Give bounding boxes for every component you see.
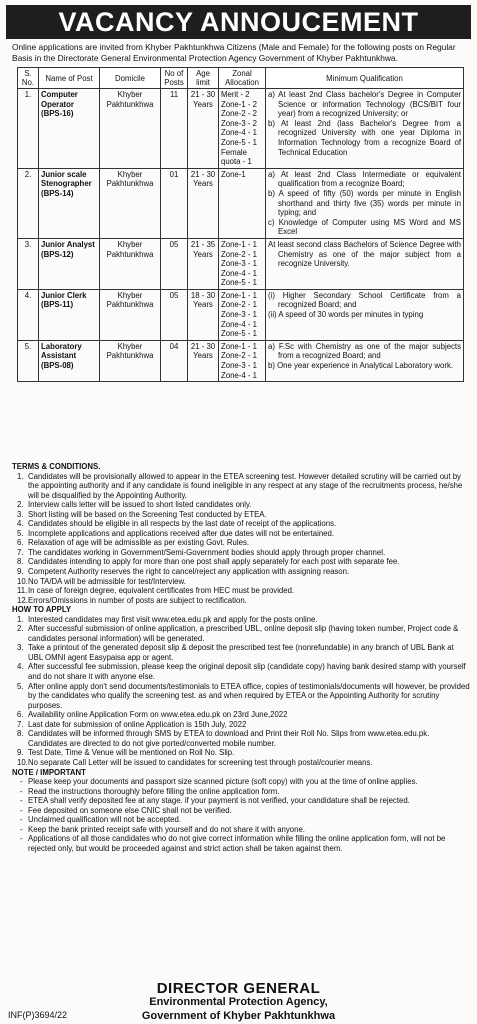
cell-post-name [39,289,100,340]
item-text: Short listing will be based on the Screening Test conducted by ETEA. [28,509,267,519]
col-header-sno: S. No. [18,68,39,89]
zone-entry: Zone-4 - 1 [221,268,257,278]
signatory-agency: Environmental Protection Agency, [149,996,328,1008]
item-text: Please keep your documents and passport size scanned picture (soft copy) with you at the time of online applies. [28,777,418,787]
qualification-entry: a) At least 2nd Class bachelor's Degree in Computer Science or information Technology (BCS/BIT four year) from a recognized University; or [268,90,461,119]
cell-zonal-allocation [219,89,266,169]
item-text: Test Date, Time & Venue will be mentioned on Roll No. Slip. [28,748,235,758]
post-name: Junior scale Stenographer [41,169,92,189]
cell-domicile: Khyber Pakhtunkhwa [100,89,161,169]
how-to-apply-item: 10.No separate Call Letter will be issued to candidates for screening test through postal/courier means. [17,757,373,767]
terms-item: 11.In case of foreign degree, equivalent certificates from HEC must be provided. [17,586,295,596]
post-bps: (BPS-11) [41,300,74,310]
qualification-entry: At least second class Bachelors of Science Degree with Chemistry as one of the major subject from a recognize University. [268,239,461,269]
note-item: - Read the instructions thoroughly before filling the online application form. [20,786,280,796]
zone-entry: Female quota - 1 [221,147,252,167]
vacancy-table [17,67,464,382]
post-bps: (BPS-14) [41,188,74,198]
col-header-domicile: Domicile [100,68,161,89]
col-header-post: Name of Post [39,68,100,89]
note-heading: NOTE / IMPORTANT [12,767,86,777]
item-text: Candidates will be informed through SMS by ETEA to download and Print their Roll No. Slips from www.etea.edu.pk. Candidates are directed to do not give ported/converted mobile number. [28,729,430,748]
cell-age-limit: 21 - 30 Years [188,340,219,381]
terms-item: 4. Candidates should be eligible in all respects by the last date of receipt of the applications. [17,519,337,529]
cell-qualification [266,89,464,169]
qualification-entry: (ii) A speed of 30 words per minutes in typing [268,310,424,320]
how-to-apply-item: 5. After online apply don't send documents/testimonials to ETEA office, copies of testimonials/documents will however, be provided by the candidates who qualify the screening test. as and when required by ETEA or the Appointing Authority for scrutiny purposes. [17,681,470,710]
cell-zonal-allocation [219,238,266,289]
note-item: - Please keep your documents and passport size scanned picture (soft copy) with you at the time of online applies. [20,777,418,787]
col-header-zonal: Zonal Allocation [219,68,266,89]
item-text: After successful fee submission, please keep the original deposit slip (candidate copy) having bank desired stamp with yourself and do not share it with anyone else. [28,662,466,682]
item-text: Candidates intending to apply for more than one post shall apply separately for each post with separate fee. [28,557,400,567]
post-name: Laboratory Assistant [41,341,82,361]
note-item: - Fee deposited on someone else CNIC shall not be verified. [20,805,232,815]
zone-entry: Zone-4 - 1 [221,319,257,329]
qualification-entry: b) At least 2nd (lass Bachelor's Degree from a recognized University with one year Diploma in Information Technology from a recognize Board of Technical Education [268,118,461,157]
item-text: After successful submission of online application, a prescribed UBL, online deposit slip (having token number, Project code & candidates personal information) will be generated. [28,624,459,643]
cell-post-name [39,238,100,289]
item-text: Read the instructions thoroughly before filling the online application form. [28,786,280,796]
item-text: Keep the bank printed receipt safe with yourself and do not share it with anyone. [28,824,305,834]
cell-qualification [266,238,464,289]
qualification-entry: b) A speed of fifty (50) words per minute in English shorthand and thirty five (35) words per minute in typing; and [268,188,461,218]
terms-and-instructions [12,462,470,853]
signatory-title: DIRECTOR GENERAL [156,980,321,997]
zone-entry: Zone-3 - 1 [221,259,257,269]
zone-entry: Zone-2 - 2 [221,109,257,119]
qualification-entry: b) One year experience in Analytical Laboratory work. [268,361,454,371]
how-to-apply-item: 3. Take a printout of the generated deposit slip & deposit the prescribed test fee (nonrefundable) in any branch of UBL Bank at UBL OMNI agent Easypaisa app or agent. [17,643,454,662]
post-bps: (BPS-08) [41,361,74,371]
post-name: Computer Operator [41,90,78,109]
note-item: - ETEA shall verify deposited fee at any stage. if your payment is not verified, your candidature shall be rejected. [20,796,410,806]
terms-item: 9. Competent Authority reserves the right to cancel/reject any application with assigning reason. [17,567,350,577]
cell-sno: 1. [18,89,39,169]
item-text: Errors/Omissions in number of posts are subject to rectification. [28,595,247,605]
how-to-apply-heading: HOW TO APPLY [12,605,72,615]
note-item: - Applications of all those candidates who do not give correct information while filling the online application form, will not be rejected only, but would be proceeded against and strict action shall be taken against them. [20,834,446,853]
table-row [18,168,464,238]
zone-entry: Merit - 2 [221,90,250,99]
item-text: Unclaimed qualification will not be accepted. [28,815,181,825]
cell-no-of-posts: 04 [161,340,188,381]
qualification-entry: (i) Higher Secondary School Certificate from a recognized Board; and [268,290,461,310]
cell-no-of-posts: 01 [161,168,188,238]
item-text: ETEA shall verify deposited fee at any stage. if your payment is not verified, your candidature shall be rejected. [28,796,410,806]
item-text: In case of foreign degree, equivalent certificates from HEC must be provided. [28,586,295,596]
item-text: Applications of all those candidates who do not give correct information while filling the online application form, will not be rejected only, but would be proceeded against and strict action shall be taken against them. [28,834,446,853]
terms-item: 10.No TA/DA will be admissible for test/Interview. [17,576,186,586]
zone-entry: Zone-1 - 1 [221,290,257,300]
cell-age-limit: 21 - 30 Years [188,168,219,238]
zone-entry: Zone-1 - 1 [221,341,257,351]
cell-post-name [39,340,100,381]
cell-sno: 5. [18,340,39,381]
cell-no-of-posts: 11 [161,89,188,169]
zone-entry: Zone-4 - 1 [221,370,257,380]
zone-entry: Zone-5 - 1 [221,278,257,288]
item-text: Candidates should be eligible in all respects by the last date of receipt of the applications. [28,519,337,529]
cell-no-of-posts: 05 [161,238,188,289]
item-text: No TA/DA will be admissible for test/Interview. [28,576,186,586]
cell-qualification [266,289,464,340]
zone-entry: Zone-3 - 1 [221,361,257,371]
how-to-apply-item: 6. Availability online Application Form on www.etea.edu.pk on 23rd June,2022 [17,710,288,720]
how-to-apply-item: 9. Test Date, Time & Venue will be mentioned on Roll No. Slip. [17,748,235,758]
terms-item: 7. The candidates working in Government/Semi-Government bodies should apply through proper channel. [17,547,386,557]
zone-entry: Zone-3 - 2 [221,118,257,128]
post-name: Junior Analyst [41,239,95,249]
page-title: VACANCY ANNOUCEMENT [6,5,471,39]
zone-entry: Zone-1 - 2 [221,99,257,109]
item-text: Relaxation of age will be admissible as per existing Govt. Rules. [28,538,250,548]
item-text: No separate Call Letter will be issued to candidates for screening test through postal/courier means. [28,757,373,767]
cell-zonal-allocation [219,340,266,381]
how-to-apply-item: 2. After successful submission of online application, a prescribed UBL, online deposit slip (having token number, Project code & candidates personal information) will be generated. [17,624,459,643]
cell-domicile: Khyber Pakhtunkhwa [100,289,161,340]
zone-entry: Zone-1 [221,169,246,179]
post-name: Junior Clerk [41,290,87,300]
how-to-apply-item: 4. After successful fee submission, please keep the original deposit slip (candidate copy) having bank desired stamp with yourself and do not share it with anyone else. [17,662,466,682]
cell-domicile: Khyber Pakhtunkhwa [100,340,161,381]
col-header-qualification: Minimum Qualification [266,68,464,89]
zone-entry: Zone-3 - 1 [221,310,257,320]
item-text: Last date for submission of online Application is 15th July, 2022 [28,719,247,729]
terms-item: 5. Incomplete applications and applications received after due dates will not be entertained. [17,528,335,538]
terms-list [12,472,470,606]
item-text: Competent Authority reserves the right to cancel/reject any application with assigning reason. [28,567,350,577]
col-header-age: Age limit [188,68,219,89]
reference-number: INF(P)3694/22 [8,1010,68,1020]
qualification-entry: c) Knowledge of Computer using MS Word and MS Excel [268,217,461,237]
zone-entry: Zone-2 - 1 [221,351,257,361]
note-item: - Keep the bank printed receipt safe with yourself and do not share it with anyone. [20,824,305,834]
cell-age-limit: 21 - 35 Years [188,238,219,289]
terms-item: 6. Relaxation of age will be admissible as per existing Govt. Rules. [17,538,250,548]
terms-item: 3. Short listing will be based on the Screening Test conducted by ETEA. [17,509,267,519]
qualification-entry: a) At least 2nd Class Intermediate or equivalent qualification from a recognize Board; [268,169,461,189]
how-to-apply-item: 8. Candidates will be informed through SMS by ETEA to download and Print their Roll No. Slips from www.etea.edu.pk. Candidates are directed to do not give ported/converted mobile number. [17,729,430,748]
signatory-government: Government of Khyber Pakhtunkhwa [141,1010,336,1022]
item-text: Interested candidates may first visit www.etea.edu.pk and apply for the posts online. [28,614,318,624]
table-row [18,238,464,289]
cell-post-name [39,89,100,169]
post-bps: (BPS-16) [41,109,74,119]
cell-sno: 3. [18,238,39,289]
cell-sno: 2. [18,168,39,238]
how-to-apply-list [12,615,470,768]
cell-zonal-allocation [219,168,266,238]
qualification-entry: a) F.Sc with Chemistry as one of the major subjects from a recognized Board; and [268,341,461,361]
intro-paragraph: Online applications are invited from Khyber Pakhtunkhwa Citizens (Male and Female) for the following posts on Regular Basis in the Directorate General Environmental Protection Agency Government of Khyber Pakhtunkhwa. [12,42,456,63]
cell-no-of-posts: 05 [161,289,188,340]
cell-domicile: Khyber Pakhtunkhwa [100,238,161,289]
table-header-row [18,68,464,89]
zone-entry: Zone-1 - 1 [221,239,257,249]
zone-entry: Zone-2 - 1 [221,249,257,259]
item-text: After online apply don't send documents/testimonials to ETEA office, copies of testimonials/documents will however, be provided by the candidates who qualify the screening test. as and when required by ETEA or the Appointing Authority for scrutiny purposes. [28,681,470,710]
terms-item: 8. Candidates intending to apply for more than one post shall apply separately for each post with separate fee. [17,557,400,567]
table-row [18,289,464,340]
item-text: Take a printout of the generated deposit slip & deposit the prescribed test fee (nonrefundable) in any branch of UBL Bank at UBL OMNI agent Easypaisa app or agent. [28,643,454,662]
item-text: Interview calls letter will be issued to short listed candidates only. [28,500,252,510]
zone-entry: Zone-2 - 1 [221,300,257,310]
post-bps: (BPS-12) [41,249,74,259]
note-item: - Unclaimed qualification will not be accepted. [20,815,181,825]
table-row [18,89,464,169]
item-text: Availability online Application Form on www.etea.edu.pk on 23rd June,2022 [28,710,288,720]
cell-qualification [266,168,464,238]
terms-heading: TERMS & CONDITIONS. [12,462,101,471]
table-row [18,340,464,381]
cell-post-name [39,168,100,238]
item-text: Candidates will be provisionally allowed to appear in the ETEA screening test. However detailed scrutiny will be carried out by the appointing authority and if any candidate is found ineligible in any respect at any stage of the recruitments process, he/she will be disqualified by the Appointing Authority. [28,471,463,500]
item-text: Fee deposited on someone else CNIC shall not be verified. [28,805,232,815]
cell-age-limit: 18 - 30 Years [188,289,219,340]
zone-entry: Zone-5 - 1 [221,137,257,147]
zone-entry: Zone-4 - 1 [221,128,257,138]
cell-sno: 4. [18,289,39,340]
cell-zonal-allocation [219,289,266,340]
cell-qualification [266,340,464,381]
cell-age-limit: 21 - 30 Years [188,89,219,169]
terms-item: 2. Interview calls letter will be issued to short listed candidates only. [17,500,252,510]
how-to-apply-item: 1. Interested candidates may first visit www.etea.edu.pk and apply for the posts online. [17,614,318,624]
terms-item: 12.Errors/Omissions in number of posts are subject to rectification. [17,595,247,605]
item-text: The candidates working in Government/Semi-Government bodies should apply through proper channel. [28,547,386,557]
note-list [12,777,470,853]
col-header-posts: No of Posts [161,68,188,89]
how-to-apply-item: 7. Last date for submission of online Application is 15th July, 2022 [17,719,247,729]
item-text: Incomplete applications and applications received after due dates will not be entertained. [28,528,335,538]
terms-item: 1. Candidates will be provisionally allowed to appear in the ETEA screening test. However detailed scrutiny will be carried out by the appointing authority and if any candidate is found ineligible in any respect at any stage of the recruitments process, he/she will be disqualified by the Appointing Authority. [17,471,463,500]
zone-entry: Zone-5 - 1 [221,329,257,339]
cell-domicile: Khyber Pakhtunkhwa [100,168,161,238]
